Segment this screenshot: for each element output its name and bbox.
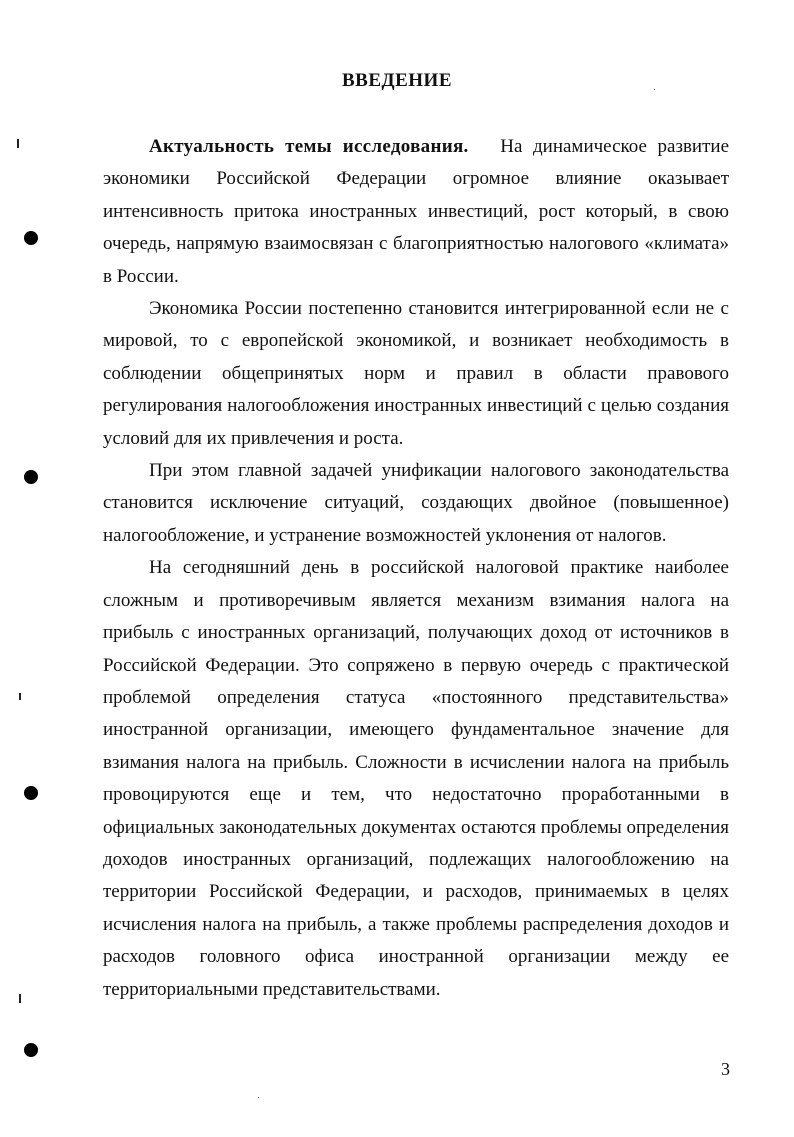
scan-speck [258,1097,259,1098]
paragraph-relevance [103,131,729,293]
paragraph-lead: Актуальность темы исследования. [149,136,469,157]
paragraph-text: На динамическое развитие экономики Российской Федерации огромное влияние оказывает интенсивность притока иностранных инвестиций, рост который, в свою очередь, напрямую взаимосвязан с благоприятностью налогового «климата» в России. [103,136,729,287]
scan-mark [19,994,21,1003]
binder-hole [24,786,38,800]
binder-hole [24,231,38,245]
paragraph-integration: Экономика России постепенно становится интегрированной если не с мировой, то с европейской экономикой, и возникает необходимость в соблюдении общепринятых норм и правил в области правового регулирования налогообложения иностранных инвестиций с целью создания условий для их привлечения и роста. [103,298,729,449]
scan-mark [17,139,19,148]
page-title: ВВЕДЕНИЕ [342,70,452,91]
document-body [103,131,729,1006]
page-number: 3 [721,1059,730,1079]
scan-mark [19,693,21,700]
paragraph-tax-practice: На сегодняшний день в российской налоговой практике наиболее сложным и противоречивым является механизм взимания налога на прибыль с иностранных организаций, получающих доход от источников в Российской Федерации. Это сопряжено в первую очередь с практической проблемой определения статуса «постоянного представительства» иностранной организации, имеющего фундаментальное значение для взимания налога на прибыль. Сложности в исчислении налога на прибыль провоцируются еще и тем, что недостаточно проработанными в официальных законодательных документах остаются проблемы определения доходов иностранных организаций, подлежащих налогообложению на территории Российской Федерации, и расходов, принимаемых в целях исчисления налога на прибыль, а также проблемы распределения доходов и расходов головного офиса иностранной организации между ее территориальными представительствами. [103,557,729,1000]
binder-hole [24,1043,38,1057]
paragraph-unification: При этом главной задачей унификации налогового законодательства становится исключение ситуаций, создающих двойное (повышенное) налогообложение, и устранение возможностей уклонения от налогов. [103,460,729,546]
binder-hole [24,470,38,484]
